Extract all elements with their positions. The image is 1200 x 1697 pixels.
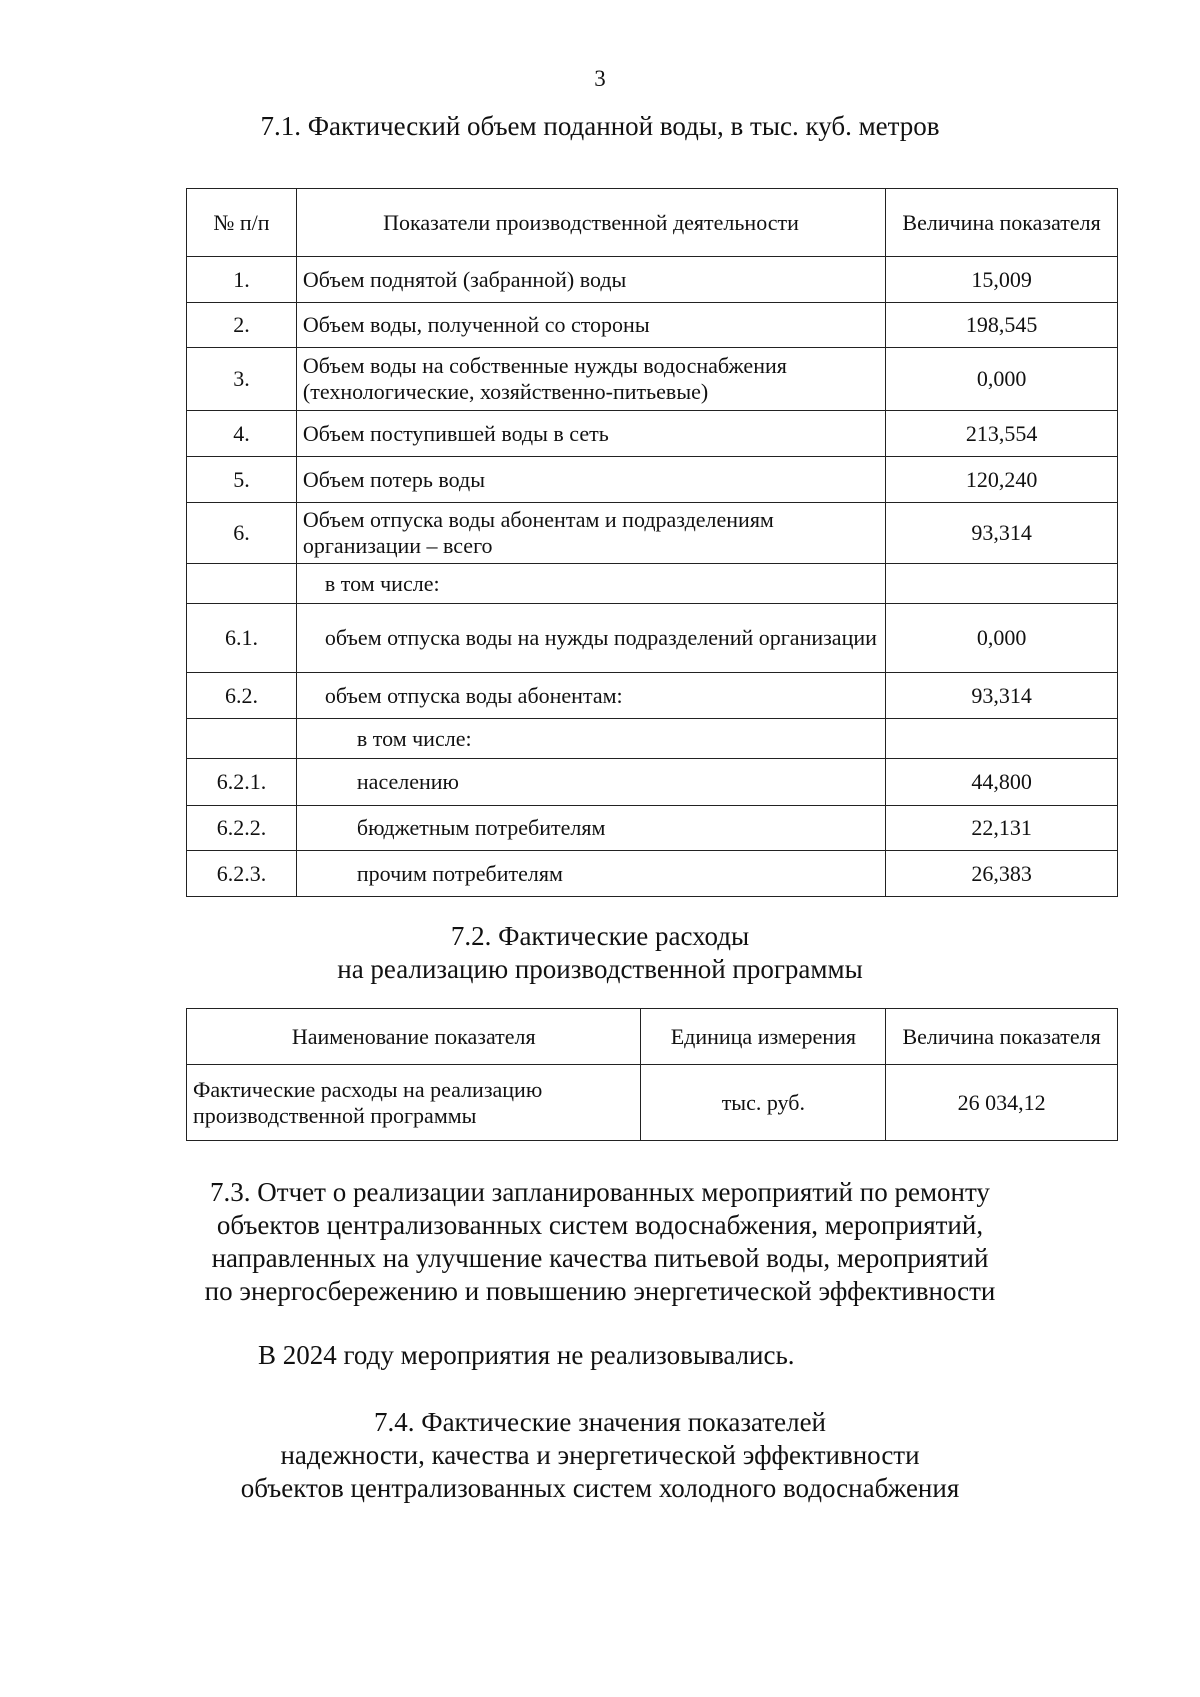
table-row [187, 257, 1118, 303]
row-num: 1. [187, 257, 297, 303]
section-7-3-body: В 2024 году мероприятия не реализовывались. [258, 1340, 795, 1370]
table-row [187, 759, 1118, 806]
table-row [187, 503, 1118, 564]
row-value: 93,314 [886, 673, 1118, 719]
col-header-name: Наименование показателя [187, 1009, 641, 1065]
col-header-value: Величина показателя [886, 189, 1118, 257]
col-header-num: № п/п [187, 189, 297, 257]
row-value: 0,000 [886, 348, 1118, 411]
row-label: в том числе: [296, 564, 885, 604]
row-label: Объем воды, полученной со стороны [296, 303, 885, 348]
table-row [187, 604, 1118, 673]
row-label: Объем поступившей воды в сеть [296, 411, 885, 457]
row-value: 26,383 [886, 851, 1118, 897]
row-value: 26 034,12 [886, 1065, 1118, 1141]
row-label: объем отпуска воды на нужды подразделений организации [296, 604, 885, 673]
row-value: 213,554 [886, 411, 1118, 457]
table-row [187, 851, 1118, 897]
col-header-unit: Единица измерения [641, 1009, 886, 1065]
row-value: 120,240 [886, 457, 1118, 503]
row-label: Объем отпуска воды абонентам и подразделениям организации – всего [296, 503, 885, 564]
row-value: 22,131 [886, 806, 1118, 851]
section-7-1-title: 7.1. Фактический объем поданной воды, в тыс. куб. метров [260, 111, 940, 141]
row-num: 5. [187, 457, 297, 503]
table-header-row [187, 1009, 1118, 1065]
row-label: объем отпуска воды абонентам: [296, 673, 885, 719]
table-row [187, 806, 1118, 851]
col-header-value: Величина показателя [886, 1009, 1118, 1065]
section-7-2-title: 7.2. Фактические расходы на реализацию производственной программы [337, 921, 863, 984]
water-volume-table [186, 188, 1118, 897]
row-value: 44,800 [886, 759, 1118, 806]
table-row [187, 1065, 1118, 1141]
section-7-4-title: 7.4. Фактические значения показателей надежности, качества и энергетической эффективности объектов централизованных систем холодного водоснабжения [240, 1407, 960, 1503]
row-label: Фактические расходы на реализацию производственной программы [187, 1065, 641, 1141]
table-row [187, 719, 1118, 759]
row-label: Объем воды на собственные нужды водоснабжения (технологические, хозяйственно-питьевые) [296, 348, 885, 411]
row-num [187, 564, 297, 604]
row-label: населению [296, 759, 885, 806]
expenses-table [186, 1008, 1118, 1141]
table-row [187, 564, 1118, 604]
table-header-row [187, 189, 1118, 257]
col-header-indicator: Показатели производственной деятельности [296, 189, 885, 257]
row-num: 6.1. [187, 604, 297, 673]
table-row [187, 303, 1118, 348]
section-7-3-title: 7.3. Отчет о реализации запланированных мероприятий по ремонту объектов централизованных систем водоснабжения, мероприятий, направленных на улучшение качества питьевой воды, мероприятий по энергосбережению и повышению энергетической эффективности [204, 1177, 996, 1306]
row-value [886, 719, 1118, 759]
row-label: в том числе: [296, 719, 885, 759]
row-num [187, 719, 297, 759]
row-value: 15,009 [886, 257, 1118, 303]
table-row [187, 411, 1118, 457]
table-row [187, 348, 1118, 411]
row-unit: тыс. руб. [641, 1065, 886, 1141]
row-num: 2. [187, 303, 297, 348]
row-label: Объем потерь воды [296, 457, 885, 503]
table-row [187, 457, 1118, 503]
row-value: 93,314 [886, 503, 1118, 564]
row-num: 6. [187, 503, 297, 564]
row-num: 6.2.3. [187, 851, 297, 897]
row-label: бюджетным потребителям [296, 806, 885, 851]
row-num: 6.2.2. [187, 806, 297, 851]
row-num: 3. [187, 348, 297, 411]
row-value: 198,545 [886, 303, 1118, 348]
page-number: 3 [594, 66, 606, 91]
row-num: 6.2.1. [187, 759, 297, 806]
row-value: 0,000 [886, 604, 1118, 673]
row-num: 4. [187, 411, 297, 457]
row-num: 6.2. [187, 673, 297, 719]
row-label: прочим потребителям [296, 851, 885, 897]
row-value [886, 564, 1118, 604]
table-row [187, 673, 1118, 719]
row-label: Объем поднятой (забранной) воды [296, 257, 885, 303]
